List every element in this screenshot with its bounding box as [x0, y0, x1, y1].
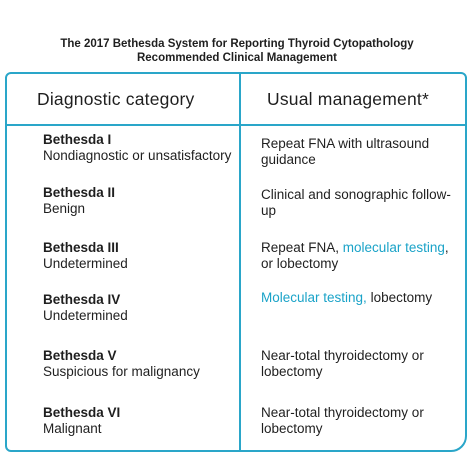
header-divider	[7, 124, 465, 126]
management-cell	[261, 187, 461, 219]
page-title: The 2017 Bethesda System for Reporting Thyroid Cytopathology	[60, 38, 414, 50]
management-text: Near-total thyroidectomy or lobectomy	[261, 348, 424, 379]
management-cell	[261, 240, 461, 272]
management-cell	[261, 348, 461, 380]
column-divider	[239, 74, 241, 450]
category-cell	[43, 405, 233, 437]
category-cell	[43, 240, 233, 272]
management-text: , or lobectomy	[261, 240, 449, 271]
category-description: Benign	[43, 201, 86, 216]
page-subtitle: Recommended Clinical Management	[136, 52, 338, 64]
category-name: Bethesda VI	[43, 405, 121, 420]
management-cell	[261, 405, 461, 437]
management-text: Repeat FNA,	[261, 240, 343, 255]
category-description: Suspicious for malignancy	[43, 364, 200, 379]
category-cell	[43, 292, 233, 324]
category-cell	[43, 185, 233, 217]
header-diagnostic-category: Diagnostic category	[37, 89, 195, 109]
management-text: Clinical and sonographic follow-up	[261, 187, 451, 218]
management-text: Repeat FNA with ultrasound guidance	[261, 136, 430, 167]
management-text: Near-total thyroidectomy or lobectomy	[261, 405, 424, 436]
management-cell	[261, 290, 461, 306]
category-description: Nondiagnostic or unsatisfactory	[43, 148, 232, 163]
category-name: Bethesda V	[43, 348, 117, 363]
category-description: Undetermined	[43, 308, 128, 323]
management-highlight: Molecular testing,	[261, 290, 367, 305]
category-cell	[43, 348, 233, 380]
category-name: Bethesda II	[43, 185, 116, 200]
category-cell	[43, 132, 233, 164]
category-description: Malignant	[43, 421, 102, 436]
category-name: Bethesda I	[43, 132, 112, 147]
management-table	[5, 72, 467, 452]
management-cell	[261, 136, 461, 168]
header-usual-management: Usual management*	[267, 89, 429, 109]
management-text: lobectomy	[366, 290, 433, 305]
category-description: Undetermined	[43, 256, 128, 271]
management-highlight: molecular testing	[342, 240, 445, 255]
category-name: Bethesda IV	[43, 292, 121, 307]
category-name: Bethesda III	[43, 240, 119, 255]
